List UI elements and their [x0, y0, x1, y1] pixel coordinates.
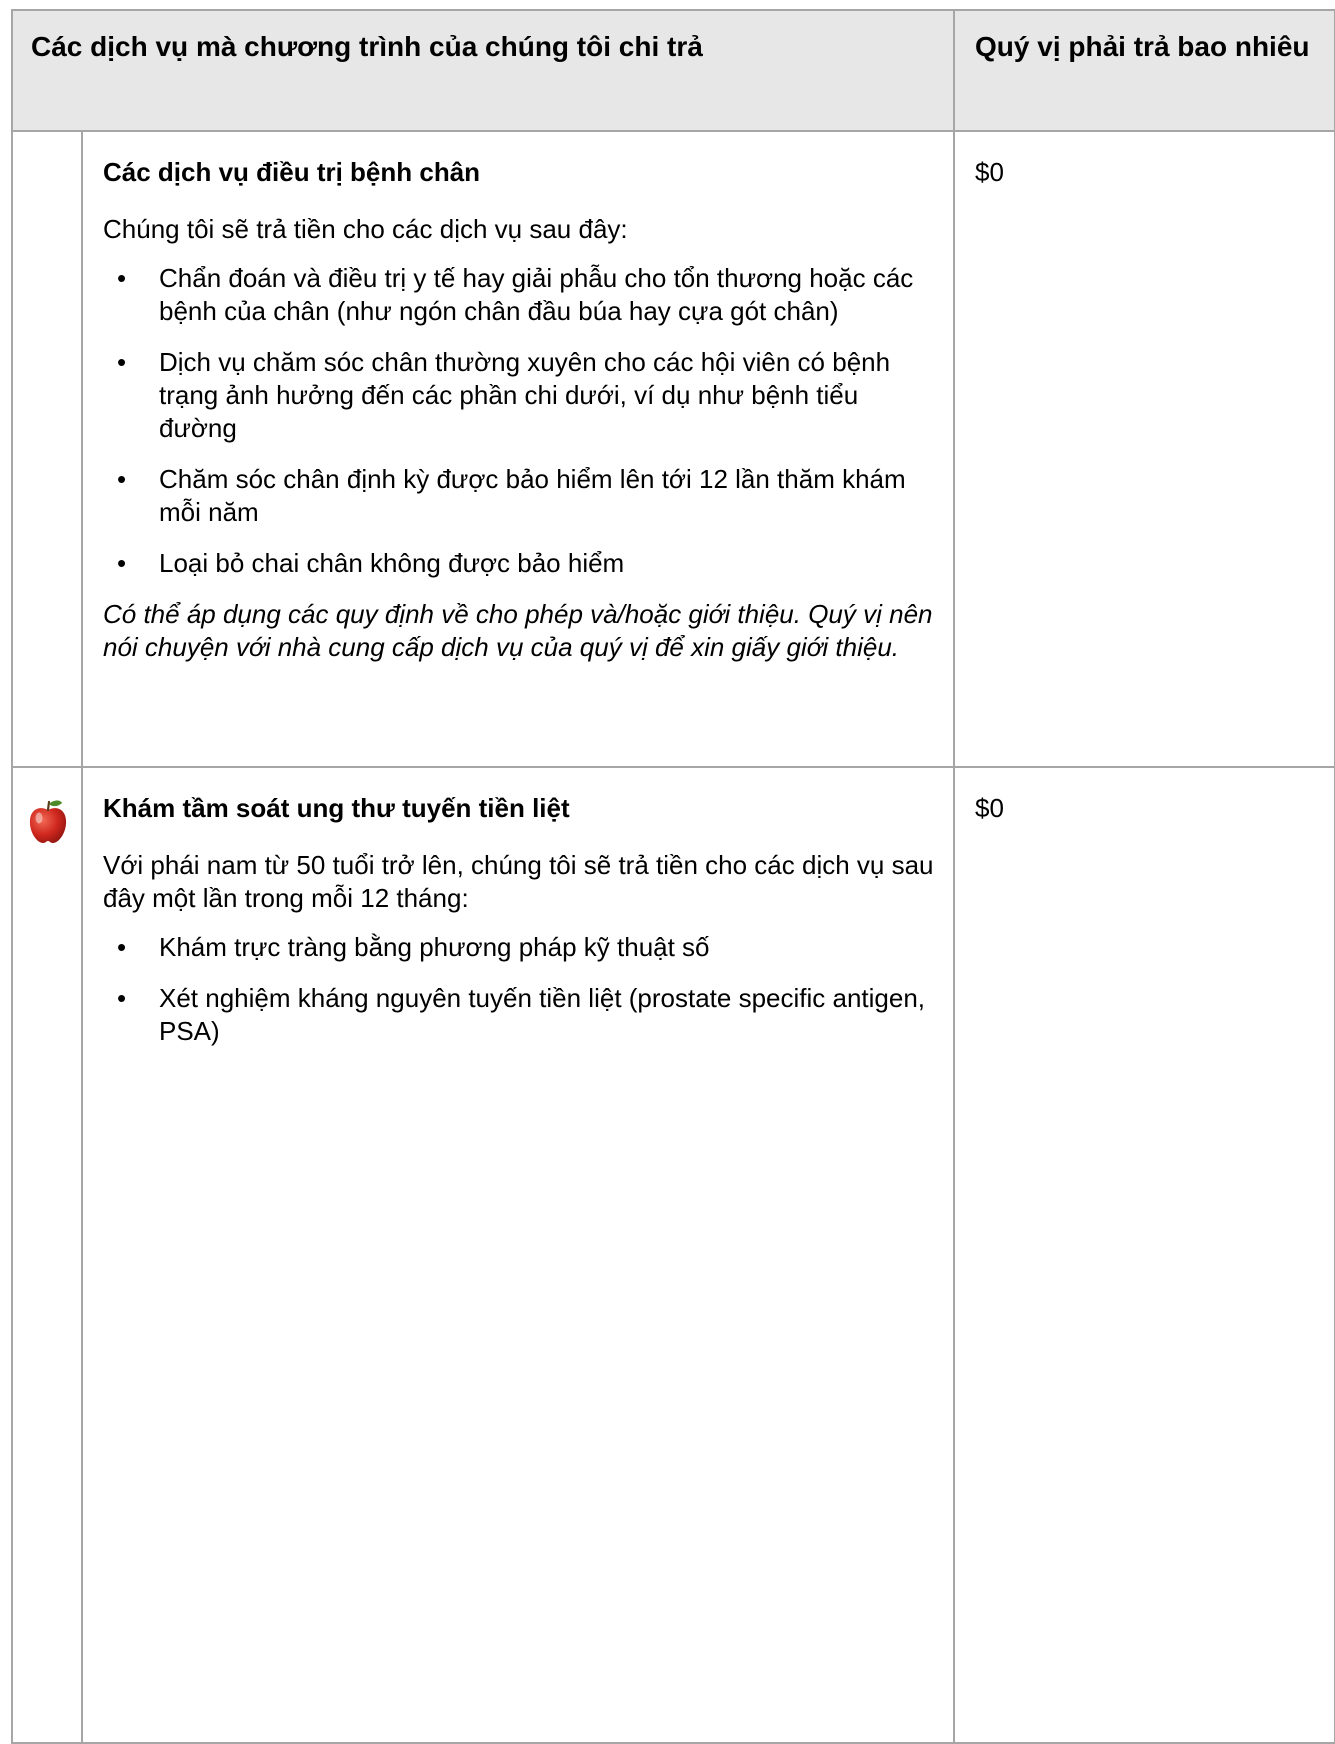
cost-column-header: Quý vị phải trả bao nhiêu	[954, 10, 1335, 131]
service-title: Khám tầm soát ung thư tuyến tiền liệt	[103, 793, 570, 823]
service-description-cell	[82, 131, 954, 767]
bullet-icon: •	[117, 464, 127, 494]
list-item-text: Loại bỏ chai chân không được bảo hiểm	[159, 548, 625, 578]
cost-cell: $0	[954, 131, 1335, 767]
cost-cell: $0	[954, 767, 1335, 1743]
service-bullet-list	[103, 262, 935, 580]
service-description-cell	[82, 767, 954, 1743]
list-item-text: Dịch vụ chăm sóc chân thường xuyên cho các hội viên có bệnh trạng ảnh hưởng đến các phần chi dưới, ví dụ như bệnh tiểu đường	[159, 347, 891, 443]
list-item	[103, 931, 935, 964]
bullet-icon: •	[117, 347, 127, 377]
table-row	[12, 767, 1335, 1743]
list-item	[103, 547, 935, 580]
list-item	[103, 463, 935, 529]
list-item	[103, 982, 935, 1048]
service-bullet-list	[103, 931, 935, 1048]
icon-cell	[12, 131, 82, 767]
bullet-icon: •	[117, 983, 127, 1013]
service-title: Các dịch vụ điều trị bệnh chân	[103, 157, 481, 187]
bullet-icon: •	[117, 548, 127, 578]
table-row	[12, 131, 1335, 767]
list-item	[103, 346, 935, 445]
bullet-icon: •	[117, 263, 127, 293]
list-item-text: Chăm sóc chân định kỳ được bảo hiểm lên tới 12 lần thăm khám mỗi năm	[159, 464, 906, 527]
service-intro: Với phái nam từ 50 tuổi trở lên, chúng tôi sẽ trả tiền cho các dịch vụ sau đây một lần trong mỗi 12 tháng:	[103, 850, 934, 913]
list-item-text: Chẩn đoán và điều trị y tế hay giải phẫu cho tổn thương hoặc các bệnh của chân (như ngón chân đầu búa hay cựa gót chân)	[159, 263, 914, 326]
services-column-header: Các dịch vụ mà chương trình của chúng tôi chi trả	[12, 10, 954, 131]
table-header-row	[12, 10, 1335, 131]
list-item-text: Xét nghiệm kháng nguyên tuyến tiền liệt (prostate specific antigen, PSA)	[159, 983, 926, 1046]
apple-icon	[27, 798, 69, 844]
service-intro: Chúng tôi sẽ trả tiền cho các dịch vụ sau đây:	[103, 214, 628, 244]
service-note: Có thể áp dụng các quy định về cho phép và/hoặc giới thiệu. Quý vị nên nói chuyện với nhà cung cấp dịch vụ của quý vị để xin giấy giới thiệu.	[103, 599, 933, 662]
list-item	[103, 262, 935, 328]
icon-cell	[12, 767, 82, 1743]
bullet-icon: •	[117, 932, 127, 962]
benefits-table	[11, 9, 1335, 1744]
list-item-text: Khám trực tràng bằng phương pháp kỹ thuật số	[159, 932, 710, 962]
